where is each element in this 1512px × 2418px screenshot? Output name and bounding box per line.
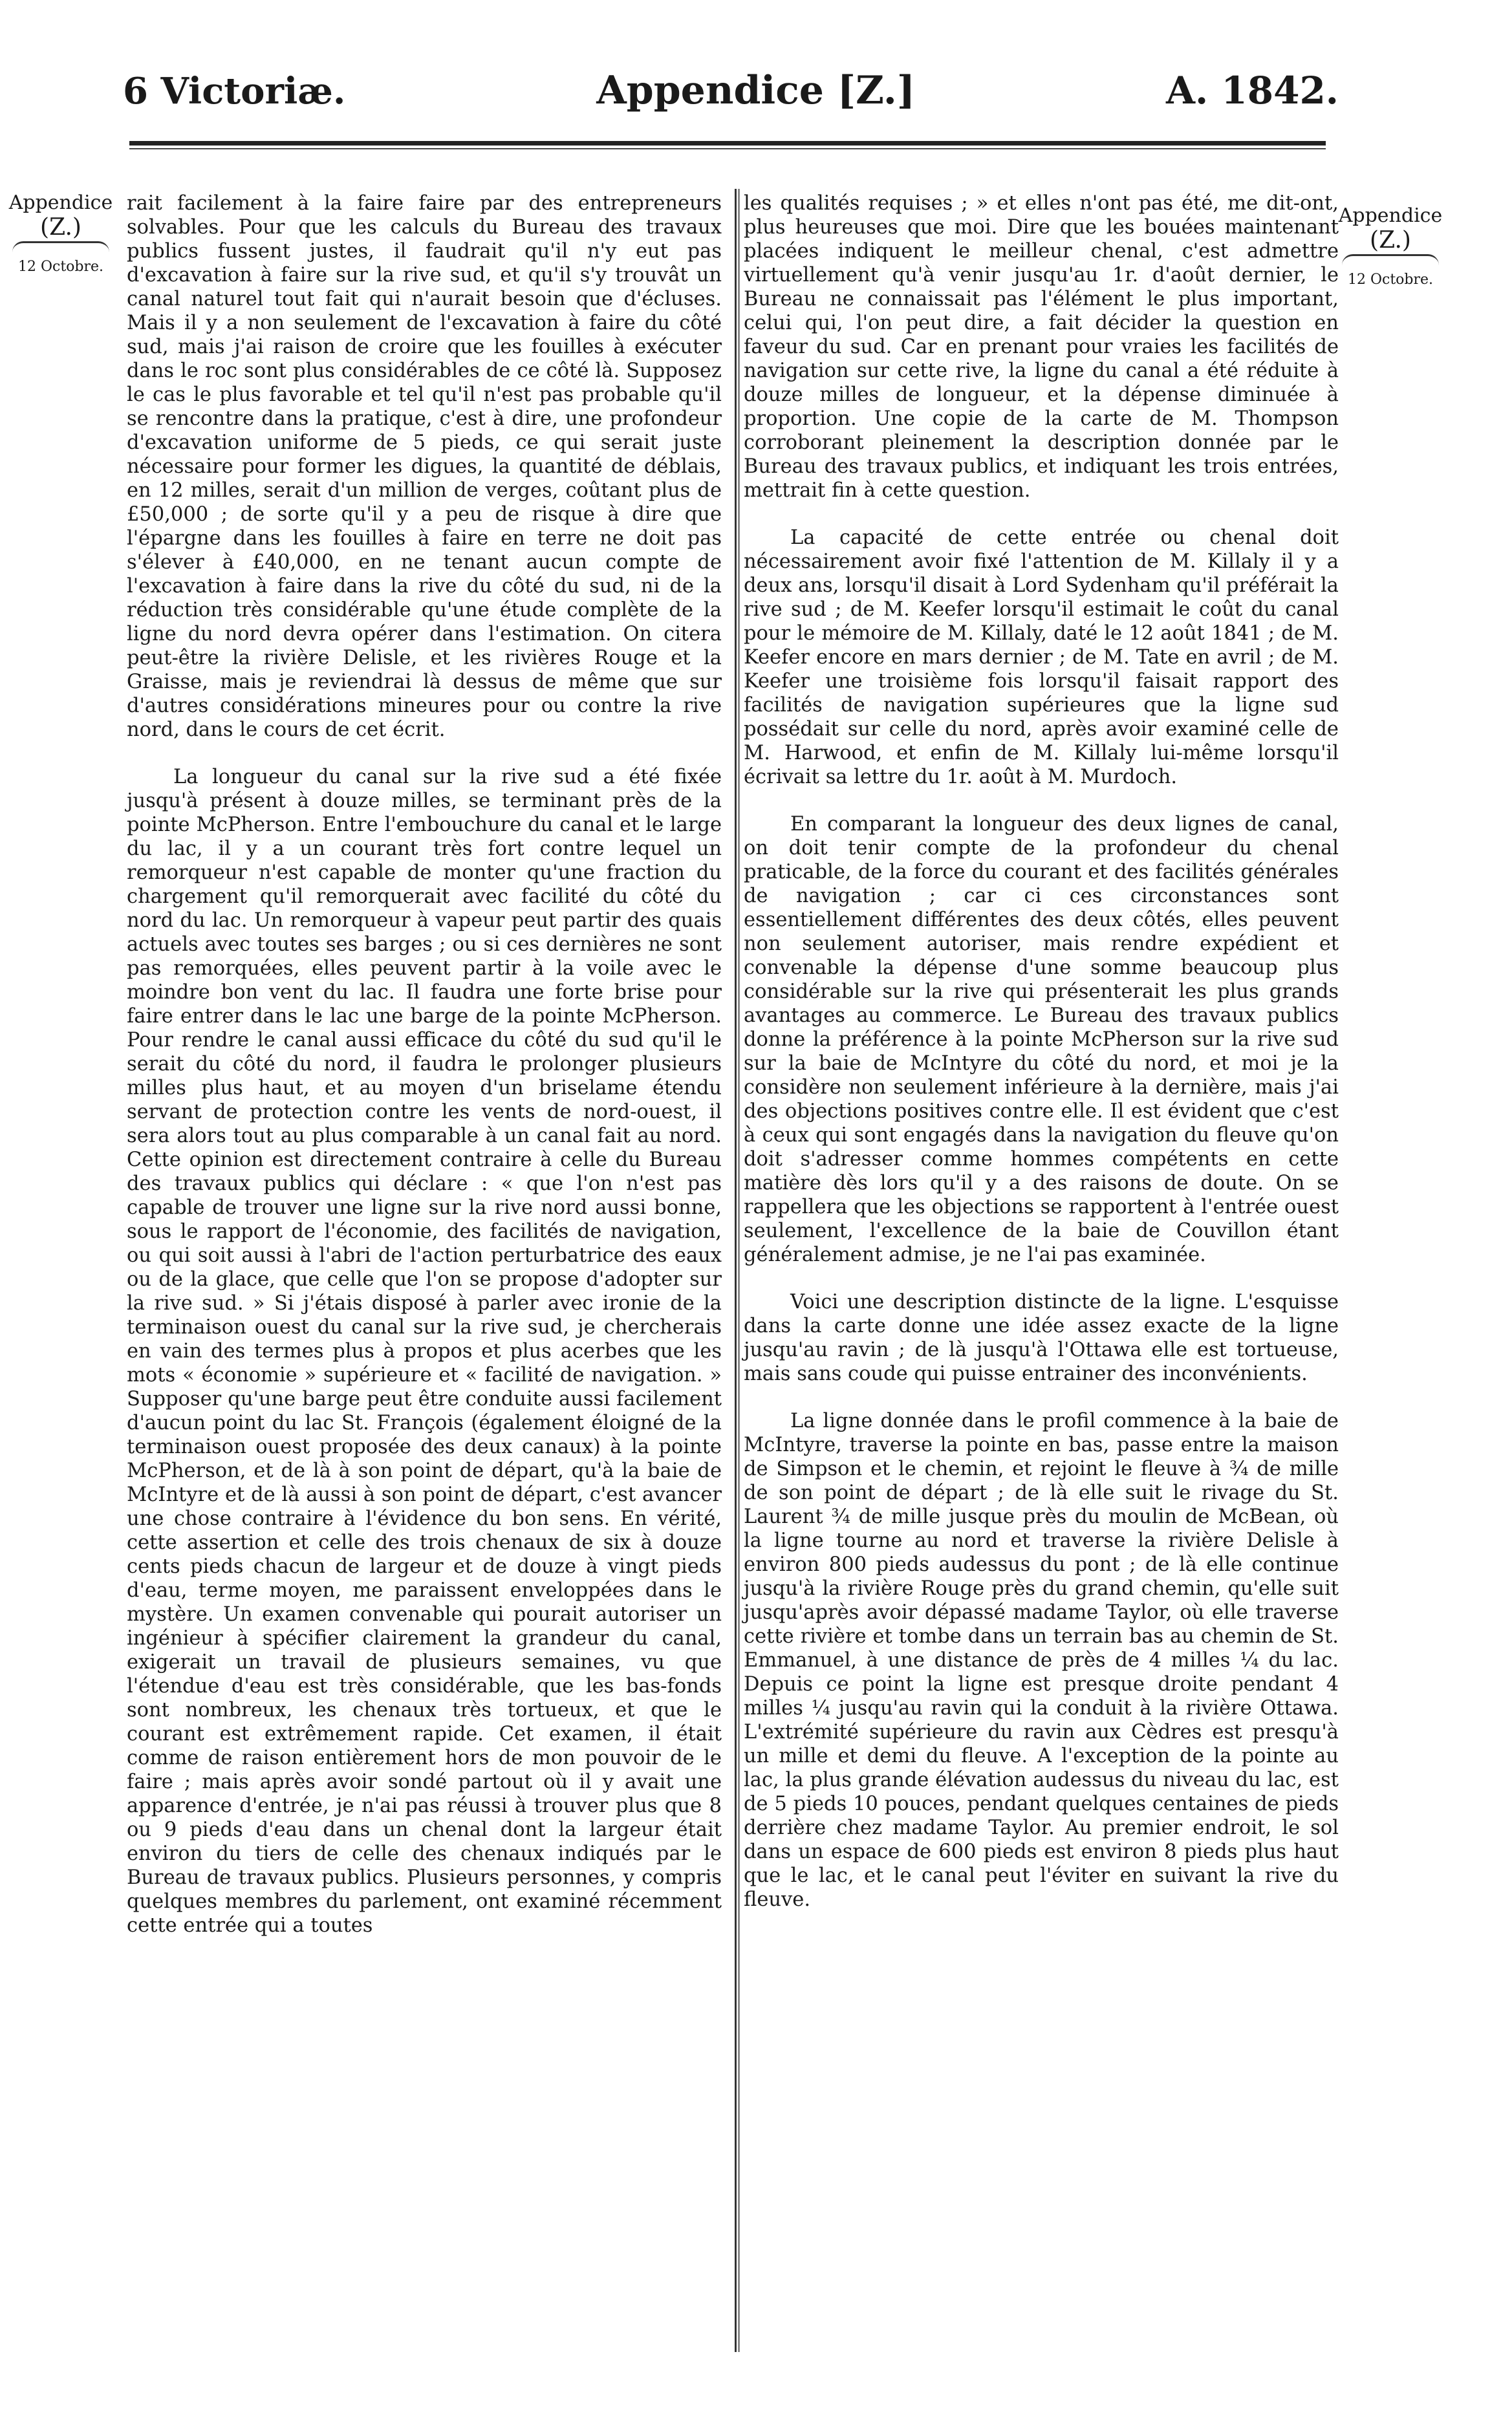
right-paragraph-2: La capacité de cette entrée ou chenal doit nécessairement avoir fixé l'attention de M. Killaly il y a deux ans, lorsqu'il disait à Lord Sydenham qu'il préférait la rive sud ; de M. Keefer lorsqu'il estimait le coût du canal pour le mémoire de M. Killaly, daté le 12 août 1841 ; de M. Keefer encore en mars dernier ; de M. Tate en avril ; de M. Keefer une troisième fois lorsqu'il faisait rapport des facilités de navigation supérieures que la ligne sud possédait sur celle du nord, après avoir examiné celle de M. Harwood, et enfin de M. Killaly lui-même lorsqu'il écrivait sa lettre du 1r. août à M. Murdoch. [744, 526, 1339, 788]
right-paragraph-3: En comparant la longueur des deux lignes de canal, on doit tenir compte de la profondeur du chenal praticable, de la force du courant et des facilités générales de navigation ; car ci ces circonstances sont essentiellement différentes des deux côtés, elles peuvent non seulement autoriser, mais rendre expédient et convenable la dépense d'une somme beaucoup plus considérable sur la rive qui présenterait les plus grands avantages au commerce. Le Bureau des travaux publics donne la préférence à la pointe McPherson sur la rive sud sur la baie de McIntyre du côté du nord, et moi je la considère non seulement inférieure à la dernière, mais j'ai des objections positives contre elle. Il est évident que c'est à ceux qui sont engagés dans la navigation du fleuve qu'on doit s'adresser comme hommes compétents en cette matière dès lors qu'il y a des raisons de doute. On se rappellera que les objections se rapportent à l'entrée ouest seulement, l'excellence de la baie de Couvillon étant généralement admise, je ne l'ai pas examinée. [744, 813, 1339, 1266]
header-rule [129, 141, 1326, 149]
left-column [127, 191, 722, 1961]
left-paragraph-1: rait facilement à la faire faire par des entrepreneurs solvables. Pour que les calculs du Bureau des travaux publics fussent justes, il faudrait qu'il n'y eut pas d'excavation à faire sur la rive sud, et qu'il s'y trouvât un canal naturel tout fait qui n'aurait besoin que d'écluses. Mais il y a non seulement de l'excavation à faire du côté sud, mais j'ai raison de croire que les fouilles à exécuter dans le roc sont plus considérables de ce côté là. Supposez le cas le plus favorable et tel qu'il n'est pas probable qu'il se rencontre dans la pratique, c'est à dire, une profondeur d'excavation uniforme de 5 pieds, ce qui serait juste nécessaire pour former les digues, la quantité de déblais, en 12 milles, serait d'un million de verges, coûtant plus de £50,000 ; de sorte qu'il y a peu de risque à dire que l'épargne dans les fouilles à faire en terre ne doit pas s'élever à £40,000, en ne tenant aucun compte de l'excavation à faire dans la rive du côté du sud, ni de la réduction très considérable qu'une étude complète de la ligne du nord devra opérer dans l'estimation. On citera peut-être la rivière Delisle, et les rivières Rouge et la Graisse, mais je reviendrai là dessus de même que sur d'autres considérations mineures pour ou contre la rive nord, dans le cours de cet écrit. [127, 192, 722, 741]
margin-note-left [3, 191, 119, 279]
margin-right-bracket [1342, 254, 1439, 265]
margin-note-right [1332, 204, 1449, 292]
header-appendix-title: Appendice [Z.] [596, 68, 916, 113]
margin-left-date: 12 Octobre. [17, 259, 104, 275]
left-paragraph-2: La longueur du canal sur la rive sud a été fixée jusqu'à présent à douze milles, se terminant près de la pointe McPherson. Entre l'embouchure du canal et le large du lac, il y a un courant très fort contre lequel un remorqueur n'est capable de monter qu'une fraction du chargement qu'il remorquerait avec facilité du côté du nord du lac. Un remorqueur à vapeur peut partir des quais actuels avec toutes ses barges ; ou si ces dernières ne sont pas remorquées, elles peuvent partir à la voile avec le moindre bon vent du lac. Il faudra une forte brise pour faire entrer dans le lac une barge de la pointe McPherson. Pour rendre le canal aussi efficace du côté du sud qu'il le serait du côté du nord, il faudra le prolonger plusieurs milles plus haut, et au moyen d'un briselame étendu servant de protection contre les vents de nord-ouest, il sera alors tout au plus comparable à un canal fait au nord. Cette opinion est directement contraire à celle du Bureau des travaux publics qui déclare : « que l'on n'est pas capable de trouver une ligne sur la rive nord aussi bonne, sous le rapport de l'économie, des facilités de navigation, ou qui soit aussi à l'abri de l'action perturbatrice des eaux ou de la glace, que celle que l'on se propose d'adopter sur la rive sud. » Si j'étais disposé à parler avec ironie de la terminaison ouest du canal sur la rive sud, je chercherais en vain des termes plus à propos et plus acerbes que les mots « économie » supérieure et « facilité de navigation. » Supposer qu'une barge peut être conduite aussi facilement d'aucun point du lac St. François (également éloigné de la terminaison ouest proposée des deux canaux) à la pointe McPherson, et de là à son point de départ, qu'à la baie de McIntyre et de là aussi à son point de départ, c'est avancer une chose contraire à l'évidence du bon sens. En vérité, cette assertion et celle des trois chenaux de six à douze cents pieds chacun de largeur et de douze à vingt pieds d'eau, terme moyen, me paraissent enveloppées dans le mystère. Un examen convenable qui pourait autoriser un ingénieur à spécifier clairement la grandeur du canal, exigerait un travail de plusieurs semaines, vu que l'étendue d'eau est très considérable, que les bas-fonds sont nombreux, les chenaux très tortueux, et que le courant est extrêmement rapide. Cet examen, il était comme de raison entièrement hors de mon pouvoir de le faire ; mais après avoir sondé partout où il y avait une apparence d'entrée, je n'ai pas réussi à trouver plus que 8 ou 9 pieds d'eau dans un chenal dont la largeur était environ du tiers de celle des chenaux indiqués par le Bureau de travaux publics. Plusieurs personnes, y compris quelques membres du parlement, ont examiné récemment cette entrée qui a toutes [127, 766, 722, 1937]
right-column [744, 191, 1339, 1935]
right-paragraph-1: les qualités requises ; » et elles n'ont pas été, me dit-ont, plus heureuses que moi. Dire que les bouées maintenant placées indiquent le meilleur chenal, c'est admettre virtuellement qu'à venir jusqu'au 1r. d'août dernier, le Bureau ne connaissait pas l'élément le plus important, celui qui, l'on peut dire, a fait décider la question en faveur du sud. Car en prenant pour vraies les facilités de navigation sur cette rive, la ligne du canal a été réduite à douze milles de longueur, et la dépense diminuée à proportion. Une copie de la carte de M. Thompson corroborant pleinement la description donnée par le Bureau des travaux publics, et indiquant les trois entrées, mettrait fin à cette question. [744, 192, 1339, 502]
header-folio: 6 Victoriæ. [123, 70, 346, 113]
margin-left-letter: (Z.) [40, 214, 81, 241]
margin-right-label: Appendice [1338, 204, 1443, 227]
margin-left-bracket [12, 241, 109, 252]
margin-right-date: 12 Octobre. [1347, 272, 1434, 288]
right-paragraph-5: La ligne donnée dans le profil commence à la baie de McIntyre, traverse la pointe en bas, passe entre la maison de Simpson et le chemin, et rejoint le fleuve à ¾ de mille de son point de départ ; de là elle suit le rivage du St. Laurent ¾ de mille jusque près du moulin de McBean, où la ligne tourne au nord et traverse la rivière Delisle à environ 800 pieds audessus du pont ; de là elle continue jusqu'à la rivière Rouge près du grand chemin, qu'elle suit jusqu'après avoir dépassé madame Taylor, où elle traverse cette rivière et tombe dans un terrain bas au chemin de St. Emmanuel, à une distance de près de 4 milles ¼ du lac. Depuis ce point la ligne est presque droite pendant 4 milles ¼ jusqu'au ravin qui la conduit à la rivière Ottawa. L'extrémité supérieure du ravin aux Cèdres est presqu'à un mille et demi du fleuve. A l'exception de la pointe au lac, la plus grande élévation audessus du niveau du lac, est de 5 pieds 10 pouces, pendant quelques centaines de pieds derrière chez madame Taylor. Au premier endroit, le sol dans un espace de 600 pieds est environ 8 pieds plus haut que le lac, et le canal peut l'éviter en suivant la rive du fleuve. [744, 1410, 1339, 1911]
page-header [123, 68, 1339, 126]
right-paragraph-4: Voici une description distincte de la ligne. L'esquisse dans la carte donne une idée assez exacte de la ligne jusqu'au ravin ; de là jusqu'à l'Ottawa elle est tortueuse, mais sans coude qui puisse entrainer des inconvénients. [744, 1291, 1339, 1385]
column-divider [735, 189, 737, 2352]
margin-left-label: Appendice [8, 191, 113, 214]
header-year: A. 1842. [1165, 69, 1339, 113]
margin-right-letter: (Z.) [1370, 227, 1411, 254]
